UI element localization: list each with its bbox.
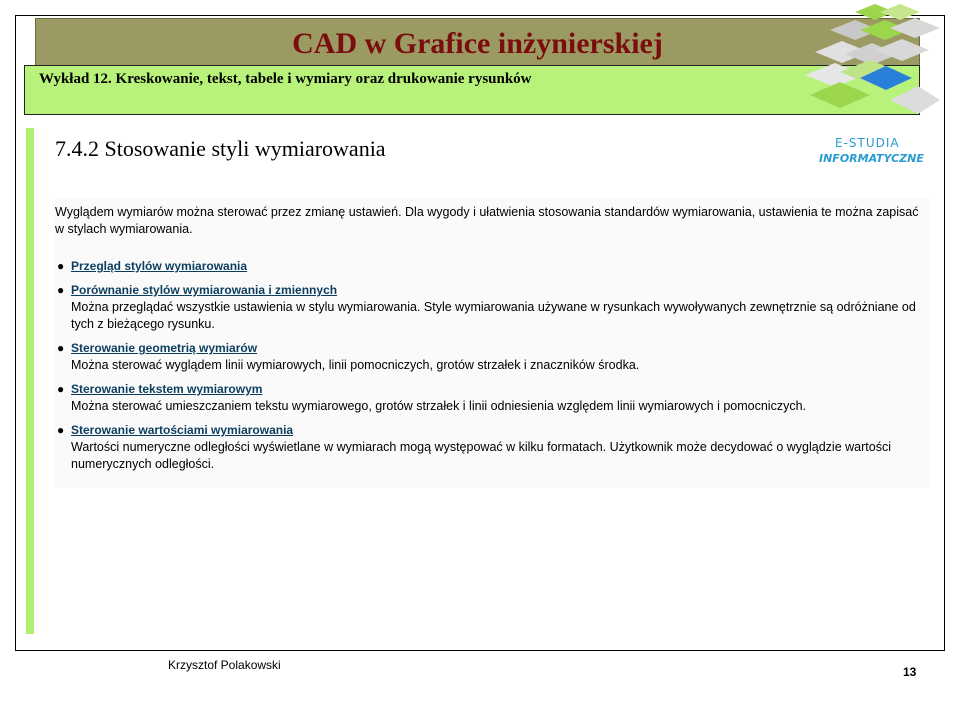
list-item (55, 282, 930, 333)
topic-description: Można przeglądać wszystkie ustawienia w stylu wymiarowania. Style wymiarowania używane w rysunkach wywoływanych zewnętrznie są odróżniane od tych z bieżącego rysunku. (71, 300, 916, 331)
lecture-subtitle: Wykład 12. Kreskowanie, tekst, tabele i wymiary oraz drukowanie rysunków (39, 71, 532, 87)
section-title: 7.4.2 Stosowanie styli wymiarowania (55, 136, 386, 161)
topic-link[interactable]: Sterowanie tekstem wymiarowym (71, 382, 263, 396)
bullet-icon: ● (57, 341, 65, 355)
list-item (55, 422, 930, 473)
page-number: 13 (903, 665, 917, 679)
footer-author: Krzysztof Polakowski (168, 658, 281, 672)
bullet-icon: ● (57, 283, 65, 297)
logo-line1: E-STUDIA (835, 136, 900, 150)
topic-link[interactable]: Sterowanie wartościami wymiarowania (71, 423, 294, 437)
logo-line2: INFORMATYCZNE (819, 152, 924, 165)
title-bar (35, 18, 920, 70)
topic-description: Można sterować wyglądem linii wymiarowych, linii pomocniczych, grotów strzałek i znaczników środka. (71, 358, 640, 372)
list-item (55, 258, 930, 275)
bullet-icon: ● (57, 423, 65, 437)
topic-description: Można sterować umieszczaniem tekstu wymiarowego, grotów strzałek i linii odniesienia względem linii wymiarowych i pomocniczych. (71, 399, 806, 413)
topic-description: Wartości numeryczne odległości wyświetlane w wymiarach mogą występować w kilku formatach. Użytkownik może decydować o wyglądzie wartości numerycznych odległości. (71, 440, 891, 471)
logo-tiles-graphic (800, 0, 960, 130)
bullet-icon: ● (57, 382, 65, 396)
left-accent-strip (26, 128, 34, 634)
content-panel (55, 198, 930, 488)
topic-link[interactable]: Porównanie stylów wymiarowania i zmiennych (71, 283, 338, 297)
topic-list (55, 258, 930, 473)
bullet-icon: ● (57, 259, 65, 273)
slide-title: CAD w Grafice inżynierskiej (292, 27, 663, 60)
topic-link[interactable]: Sterowanie geometrią wymiarów (71, 341, 258, 355)
topic-link[interactable]: Przegląd stylów wymiarowania (71, 259, 248, 273)
subtitle-bar (24, 65, 920, 115)
list-item (55, 381, 930, 415)
list-item (55, 340, 930, 374)
intro-paragraph: Wyglądem wymiarów można sterować przez zmianę ustawień. Dla wygody i ułatwienia stosowania standardów wymiarowania, ustawienia te można zapisać w stylach wymiarowania. (55, 205, 919, 236)
